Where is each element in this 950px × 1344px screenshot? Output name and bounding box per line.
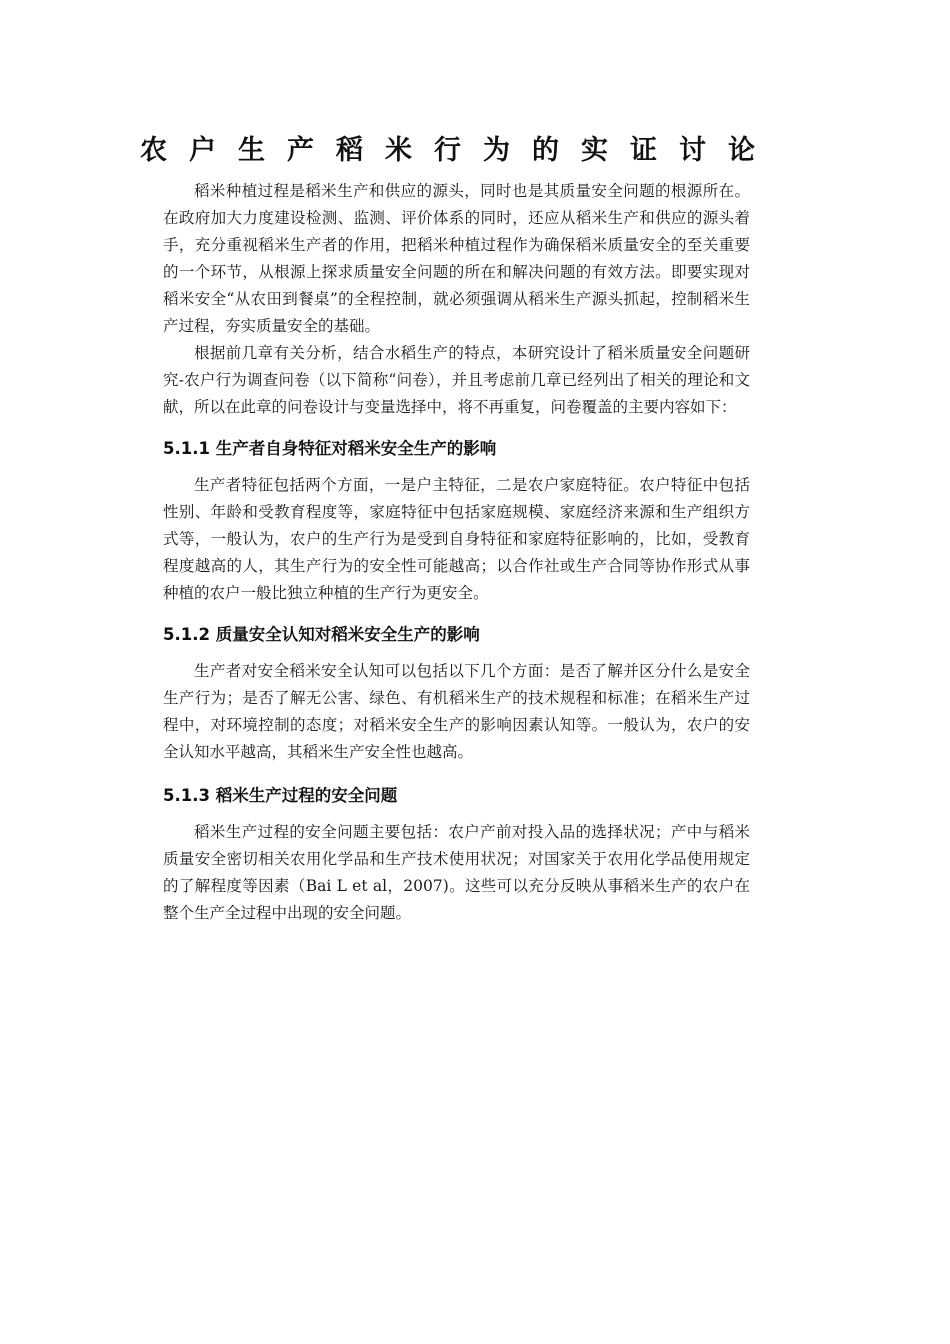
intro-paragraph-1: 稻米种植过程是稻米生产和供应的源头，同时也是其质量安全问题的根源所在。在政府加大力度建设检测、监测、评价体系的同时，还应从稻米生产和供应的源头着手，充分重视稻米生产者的作用，把稻米种植过程作为确保稻米质量安全的至关重要的一个环节，从根源上探求质量安全问题的所在和解决问题的有效方法。即要实现对稻米安全“从农田到餐桌”的全程控制，就必须强调从稻米生产源头抓起，控制稻米生产过程，夯实质量安全的基础。 [163,182,750,335]
section-body-5-1-1: 生产者特征包括两个方面，一是户主特征，二是农户家庭特征。农户特征中包括性别、年龄和受教育程度等，家庭特征中包括家庭规模、家庭经济来源和生产组织方式等，一般认为，农户的生产行为是受到自身特征和家庭特征影响的，比如，受教育程度越高的人，其生产行为的安全性可能越高；以合作社或生产合同等协作形式从事种植的农户一般比独立种植的生产行为更安全。 [163,476,750,602]
document-title: 农户生产稻米行为的实证讨论 [140,135,777,166]
section-body-5-1-2: 生产者对安全稻米安全认知可以包括以下几个方面：是否了解并区分什么是安全生产行为；是否了解无公害、绿色、有机稻米生产的技术规程和标准；在稻米生产过程中，对环境控制的态度；对稻米安全生产的影响因素认知等。一般认为，农户的安全认知水平越高，其稻米生产安全性也越高。 [163,662,750,761]
section-heading-5-1-3: 5.1.3 稻米生产过程的安全问题 [163,786,398,805]
section-heading-5-1-2: 5.1.2 质量安全认知对稻米安全生产的影响 [163,625,480,644]
section-heading-5-1-1: 5.1.1 生产者自身特征对稻米安全生产的影响 [163,439,497,458]
intro-paragraph-2: 根据前几章有关分析，结合水稻生产的特点，本研究设计了稻米质量安全问题研究-农户行为调查问卷（以下简称“问卷），并且考虑前几章已经列出了相关的理论和文献，所以在此章的问卷设计与变量选择中，将不再重复，问卷覆盖的主要内容如下： [163,344,750,416]
section-body-5-1-3: 稻米生产过程的安全问题主要包括：农户产前对投入品的选择状况；产中与稻米质量安全密切相关农用化学品和生产技术使用状况；对国家关于农用化学品使用规定的了解程度等因素（Bai L et al，2007)。这些可以充分反映从事稻米生产的农户在整个生产全过程中出现的安全问题。 [163,823,750,922]
